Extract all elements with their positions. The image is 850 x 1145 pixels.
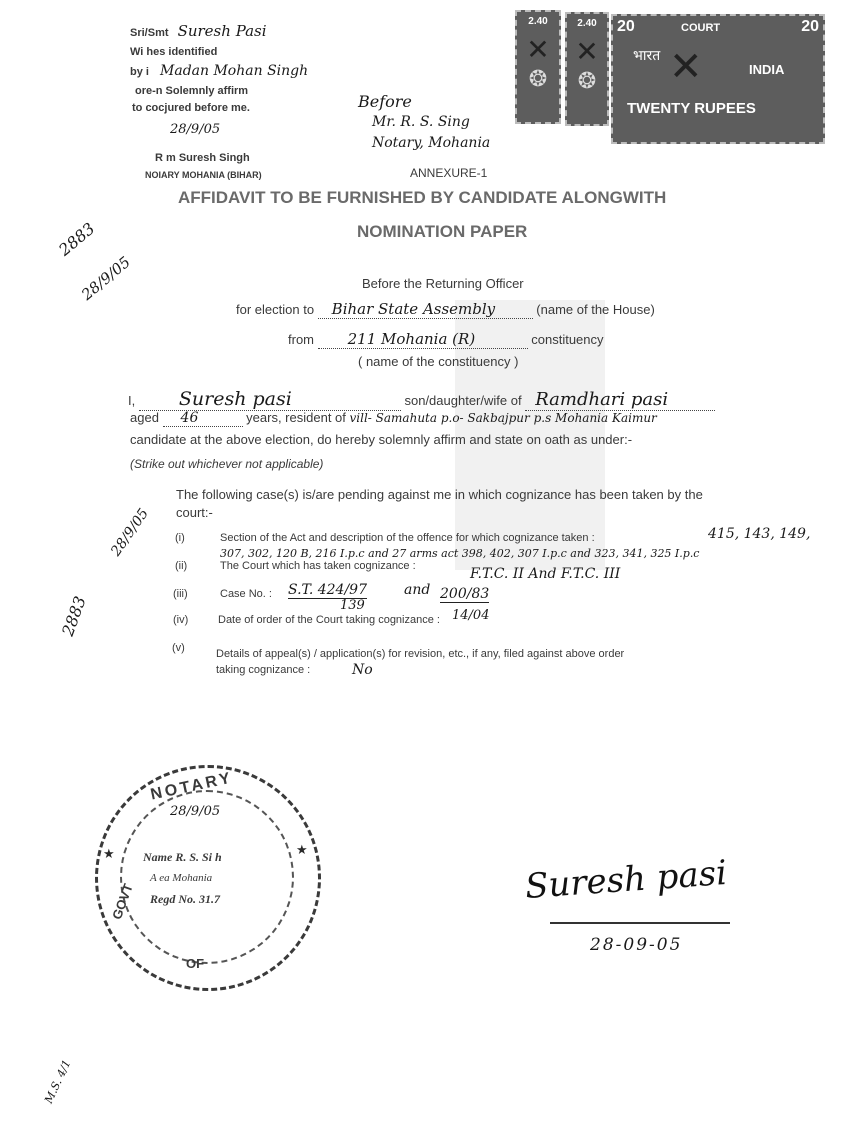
pending-intro-2: court:- <box>176 505 213 520</box>
stamp-cross-icon: ✕ <box>575 36 599 67</box>
item-iv-num: (iv) <box>173 614 189 626</box>
notary-line6: R m Suresh Singh <box>155 152 250 164</box>
candidate-line: candidate at the above election, do hereby solemnly affirm and state on oath as under:- <box>130 432 633 447</box>
star-icon: ★ <box>103 846 115 861</box>
margin-note-2-num: 2883 <box>58 593 90 639</box>
pending-intro-1: The following case(s) is/are pending against me in which cognizance has been taken by the <box>176 487 703 502</box>
from-row: from 211 Mohania (R) constituency <box>288 330 604 348</box>
before-note-line2: Mr. R. S. Sing <box>372 114 470 130</box>
person-row: I, Suresh pasi son/daughter/wife of Ramdhari pasi <box>128 388 715 411</box>
star-icon: ★ <box>296 842 308 857</box>
notary-line1: Sri/Smt Suresh Pasi <box>130 22 267 40</box>
notary-line1-hand: Suresh Pasi <box>177 22 267 40</box>
item-ii-label: The Court which has taken cognizance : <box>220 560 416 572</box>
page-title-line2: NOMINATION PAPER <box>357 222 528 241</box>
stamp-small-1: 2.40 ✕ ❂ <box>515 10 561 124</box>
item-iv-label: Date of order of the Court taking cognizance : <box>218 614 440 626</box>
emblem-icon: ❂ <box>528 66 548 91</box>
item-iii-hand3: 139 <box>340 598 365 613</box>
seal-date-hand: 28/9/05 <box>170 804 221 819</box>
seal-name: Name R. S. Si h <box>143 850 222 864</box>
seal-left-text: GOVT <box>109 881 136 922</box>
margin-note-2-date: 28/9/05 <box>108 505 153 560</box>
stamp-cross-icon: ✕ <box>669 45 703 89</box>
item-iii-hand1: S.T. 424/97 <box>288 582 367 598</box>
margin-note-1-date: 28/9/05 <box>78 252 134 304</box>
item-iii-label: Case No. : <box>220 588 272 600</box>
address-value: vill- Samahuta p.o- Sakbajpur p.s Mohania Kaimur <box>349 411 657 425</box>
aged-row: aged 46 years, resident of vill- Samahuta p.o- Sakbajpur p.s Mohania Kaimur <box>130 410 657 426</box>
before-note-line3: Notary, Mohania <box>372 135 491 151</box>
election-value: Bihar State Assembly <box>331 300 496 318</box>
sign-date: 28-09-05 <box>590 935 683 955</box>
notary-seal <box>95 765 321 991</box>
stamp-small-2: 2.40 ✕ ❂ <box>565 12 609 126</box>
stamp-cross-icon: ✕ <box>526 34 550 65</box>
notary-initial-hand: 28/9/05 <box>170 122 221 137</box>
notary-line2: Wi hes identified <box>130 46 218 58</box>
notary-line3: by i Madan Mohan Singh <box>130 63 309 79</box>
seal-top-text: NOTARY <box>149 769 235 804</box>
strike-note: (Strike out whichever not applicable) <box>130 457 324 471</box>
from-value: 211 Mohania (R) <box>347 330 476 348</box>
emblem-icon: ❂ <box>577 68 597 93</box>
item-iii-hand2: 200/83 <box>440 586 490 602</box>
item-iii-num: (iii) <box>173 588 188 600</box>
item-i-num: (i) <box>175 532 185 544</box>
before-note-line1: Before <box>358 92 412 111</box>
item-iii-hand-and: and <box>404 582 431 598</box>
item-i-hand1: 415, 143, 149, <box>708 526 811 542</box>
person-name: Suresh pasi <box>178 388 292 410</box>
signature-line <box>550 922 730 924</box>
item-iv-hand: 14/04 <box>452 608 490 623</box>
item-ii-num: (ii) <box>175 560 188 572</box>
seal-area: A ea Mohania <box>150 872 213 884</box>
item-v-hand: No <box>352 662 373 678</box>
before-officer: Before the Returning Officer <box>362 276 524 291</box>
candidate-signature: Suresh pasi <box>523 853 729 907</box>
age-value: 46 <box>180 410 199 426</box>
parent-name: Ramdhari pasi <box>535 389 669 410</box>
court-fee-stamps <box>515 10 825 145</box>
item-v-label1: Details of appeal(s) / application(s) for revision, etc., if any, filed against above order <box>216 648 625 660</box>
item-v-label2: taking cognizance : <box>216 664 311 676</box>
notary-line3-hand: Madan Mohan Singh <box>160 63 309 79</box>
seal-bottom-text: OF <box>186 956 205 971</box>
item-v-num: (v) <box>172 642 185 654</box>
page-title-line1: AFFIDAVIT TO BE FURNISHED BY CANDIDATE ALONGWITH <box>178 188 667 207</box>
stamp-twenty-rupees: 20 20 COURT भारत INDIA ✕ TWENTY RUPEES <box>611 14 825 144</box>
election-row: for election to Bihar State Assembly (name of the House) <box>236 300 655 318</box>
item-i-hand2: 307, 302, 120 B, 216 I.p.c and 27 arms act 398, 402, 307 I.p.c and 323, 341, 325 I.p.c <box>220 547 700 560</box>
item-ii-hand: F.T.C. II And F.T.C. III <box>470 566 621 582</box>
annexure-label: ANNEXURE-1 <box>410 166 488 180</box>
margin-note-1-num: 2883 <box>55 218 99 260</box>
seal-regd: Regd No. 31.7 <box>150 892 220 906</box>
constituency-note: ( name of the constituency ) <box>358 354 519 369</box>
corner-mark: M.S. 4/1 <box>42 1057 74 1106</box>
notary-line4: ore-n Solemnly affirm <box>135 85 249 97</box>
notary-line7: NOIARY MOHANIA (BIHAR) <box>145 170 262 180</box>
notary-line5: to cocjured before me. <box>132 102 250 114</box>
item-i-label: Section of the Act and description of the offence for which cognizance taken : <box>220 532 595 544</box>
